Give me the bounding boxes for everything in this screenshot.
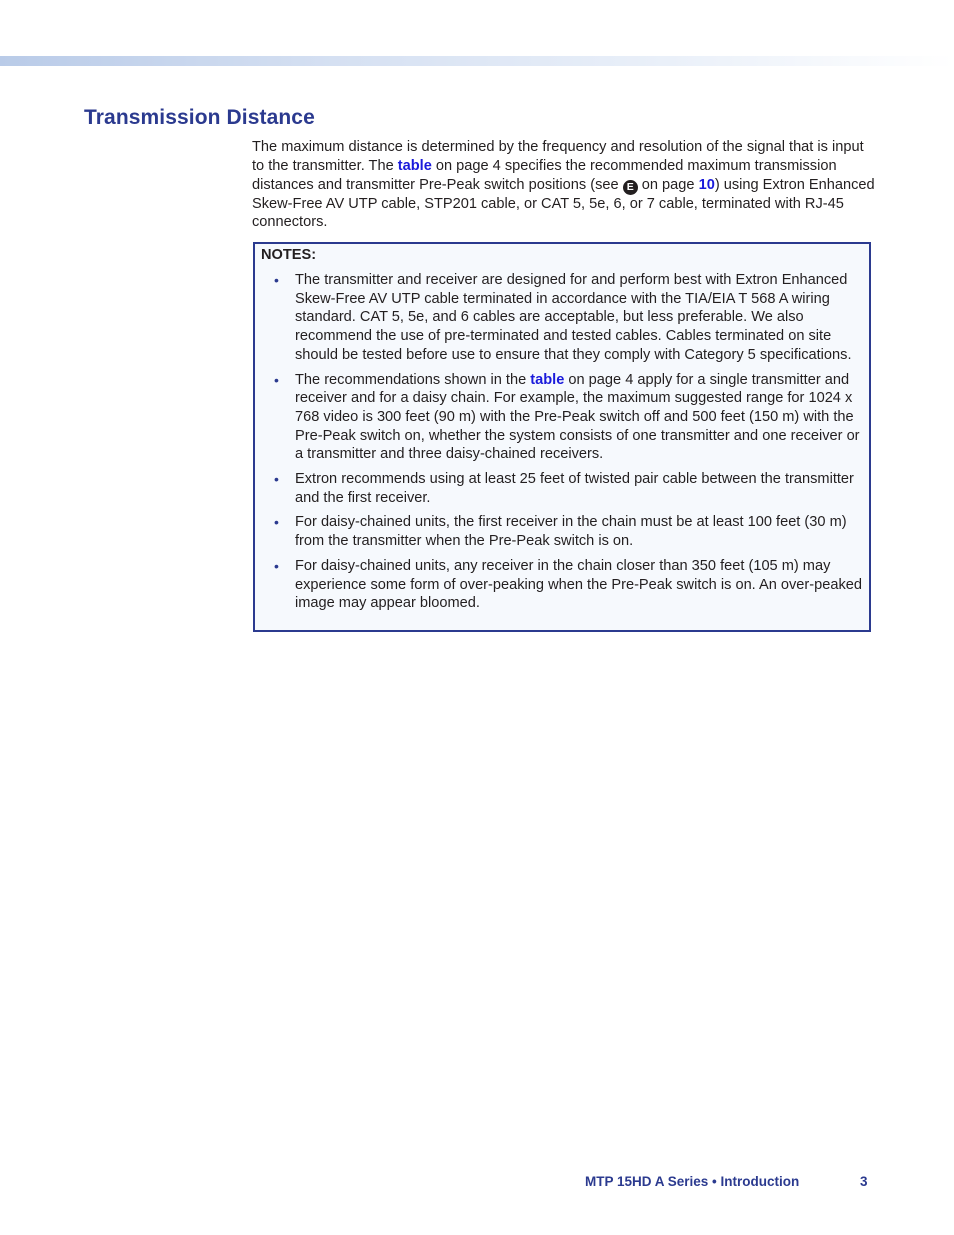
note-text: For daisy-chained units, any receiver in the chain closer than 350 feet (105 m) may experience some form of over-peaking when the Pre-Peak switch is on. An over-peaked image may appear bloomed. [295,557,863,612]
intro-text-1: The maximum distance is determined by the frequency and resolution of the signal that is input to the transmitter. The [252,139,864,174]
table-link[interactable]: table [397,157,432,174]
note-text: For daisy-chained units, the first receiver in the chain must be at least 100 feet (30 m) from the transmitter when the Pre-Peak switch is on. [295,514,847,550]
notes-title: NOTES: [261,247,317,263]
intro-text-3: on page [641,176,695,193]
intro-text-4: ) using Extron Enhanced Skew-Free AV UTP cable, STP201 cable, or CAT 5, 5e, 6, or 7 cable, terminated with RJ-45 connectors. [252,176,875,231]
note-item [255,371,869,465]
note-item [255,470,869,507]
bullet-icon: • [274,514,279,531]
notes-box [253,242,871,632]
section-heading: Transmission Distance [84,106,315,129]
note-item [255,557,869,613]
page-number: 3 [860,1174,868,1189]
page-10-link[interactable]: 10 [698,176,715,193]
note-text: Extron recommends using at least 25 feet of twisted pair cable between the transmitter and the first receiver. [295,471,854,506]
notes-list [255,271,869,619]
note-item [255,513,869,550]
bullet-icon: • [274,272,279,288]
note-text: The recommendations shown in the [295,371,527,388]
callout-e-icon: E [623,180,638,195]
footer-title: MTP 15HD A Series • Introduction [585,1174,800,1189]
intro-text-2: on page 4 specifies the recommended maximum transmission distances and transmitter Pre-Peak switch positions (see [252,157,837,193]
bullet-icon: • [274,471,279,488]
note-text: The transmitter and receiver are designed for and perform best with Extron Enhanced Skew-Free AV UTP cable terminated in accordance with the TIA/EIA T 568 A wiring standard. CAT 5, 5e, and 6 cables are acceptable, but less preferable. We also recommend the use of pre-terminated and tested cables. Cables terminated on site should be tested before use to ensure that they comply with Category 5 specifications. [295,272,852,363]
bullet-icon: • [274,371,279,388]
table-link[interactable]: table [530,371,565,388]
intro-paragraph [252,138,877,232]
note-item [255,271,869,365]
note-text: on page 4 apply for a single transmitter and receiver and for a daisy chain. For example, the maximum suggested range for 1024 x 768 video is 300 feet (90 m) with the Pre-Peak switch off and 500 feet (150 m) with the Pre-Peak switch on, whether the system consists of one transmitter and one receiver or a transmitter and three daisy-chained receivers. [295,371,860,463]
bullet-icon: • [274,557,279,574]
header-band [0,56,954,66]
